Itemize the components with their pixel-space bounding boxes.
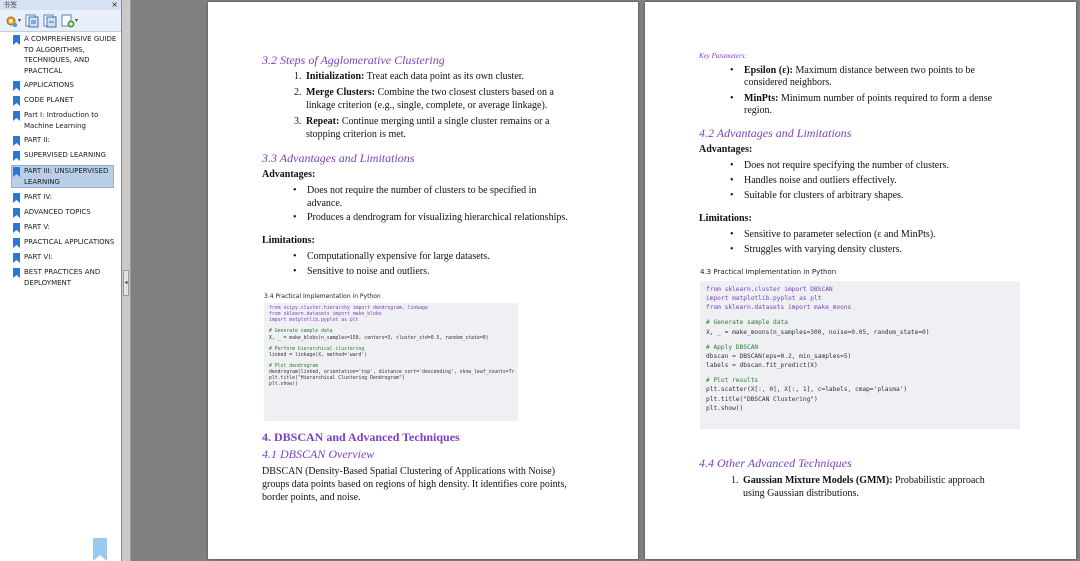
section-heading: 4.4 Other Advanced Techniques [699, 456, 852, 470]
code-line: plt.show() [269, 382, 298, 388]
bookmark-label: SUPERVISED LEARNING [24, 151, 106, 159]
subheading: Advantages: [262, 169, 316, 180]
bookmark-item[interactable] [0, 135, 121, 146]
code-line: plt.scatter(X[:, 0], X[:, 1], c=labels, cmap='plasma') [706, 386, 908, 394]
key-parameters-label: Key Parameters: [699, 52, 747, 60]
bookmark-item[interactable] [0, 80, 121, 91]
list-item-continued: linkage criterion (e.g., single, complete, or average linkage). [306, 100, 548, 111]
options-gear-icon[interactable] [3, 13, 18, 28]
bookmark-icon [13, 223, 20, 233]
bullet-item-continued: advance. [307, 198, 343, 209]
bookmark-item[interactable] [0, 267, 121, 288]
bookmark-item[interactable] [0, 95, 121, 106]
section-heading: 3.2 Steps of Agglomerative Clustering [262, 53, 445, 67]
bookmark-item[interactable] [0, 34, 121, 76]
bookmark-icon [13, 208, 20, 218]
bookmark-item[interactable] [0, 110, 121, 131]
bullet-item: • Produces a dendrogram for visualizing hierarchical relationships. [307, 211, 568, 224]
list-item-continued: using Gaussian distributions. [743, 488, 859, 499]
list-number: 1. [294, 71, 302, 82]
list-item: Repeat: Continue merging until a single cluster remains or a [306, 116, 550, 127]
list-number: 1. [731, 475, 739, 486]
bookmark-icon [13, 111, 20, 121]
bookmark-label: PART VI: [24, 253, 53, 261]
bullet-item: • Does not require the number of clusters to be specified in [307, 184, 536, 197]
close-icon[interactable]: × [111, 0, 118, 9]
list-item-continued: stopping criterion is met. [306, 129, 406, 140]
subheading: Limitations: [262, 235, 315, 246]
chevron-down-icon[interactable]: ▾ [75, 17, 79, 24]
list-number: 2. [294, 87, 302, 98]
code-line: plt.title("DBSCAN Clustering") [706, 395, 818, 403]
bullet-item: • Sensitive to parameter selection (ε and MinPts). [744, 228, 936, 241]
bullet-item-continued: region. [744, 105, 773, 116]
bookmark-item[interactable] [0, 252, 121, 263]
bookmark-item[interactable] [11, 165, 114, 188]
code-line: linked = linkage(X, method='ward') [269, 352, 368, 358]
code-line: from scipy.cluster.hierarchy import dendrogram, linkage [269, 306, 428, 311]
bookmark-label: Part I: Introduction to Machine Learning [24, 111, 99, 130]
bookmark-ribbon-icon [92, 538, 108, 561]
bookmark-icon [13, 238, 20, 248]
bullet-item: • Suitable for clusters of arbitrary shapes. [744, 189, 903, 202]
code-line: # Generate sample data [269, 329, 333, 335]
bookmark-icon [13, 253, 20, 263]
bookmark-item[interactable] [0, 192, 121, 203]
bullet-item: • Computationally expensive for large datasets. [307, 250, 490, 263]
bullet-item: • Handles noise and outliers effectively. [744, 174, 897, 187]
panel-splitter[interactable] [122, 0, 131, 561]
list-number: 3. [294, 116, 302, 127]
bookmark-icon [13, 151, 20, 161]
code-line: plt.show() [706, 404, 744, 412]
bookmarks-panel-title: 书签 [3, 1, 17, 9]
bookmarks-toolbar [0, 10, 121, 32]
bookmark-label: PRACTICAL APPLICATIONS [24, 238, 115, 246]
bookmark-label: PART III: UNSUPERVISED LEARNING [24, 167, 109, 186]
chevron-down-icon[interactable]: ▾ [18, 17, 22, 24]
bookmark-label: CODE PLANET [24, 96, 74, 104]
bookmark-icon [13, 81, 20, 91]
expand-bookmarks-icon[interactable] [24, 13, 39, 28]
collapse-bookmarks-icon[interactable] [42, 13, 57, 28]
code-line: X, _ = make_moons(n_samples=300, noise=0.05, random_state=0) [706, 328, 930, 336]
code-line: # Perform hierarchical clustering [269, 346, 365, 352]
list-item: Merge Clusters: Combine the two closest clusters based on a [306, 87, 554, 98]
bullet-item: • Struggles with varying density clusters. [744, 243, 902, 256]
section-heading: 4.1 DBSCAN Overview [262, 447, 375, 461]
code-line: X, _ = make_blobs(n_samples=150, centers=3, cluster_std=0.5, random_state=0) [269, 335, 489, 341]
bookmarks-panel [0, 0, 122, 561]
section-heading: 3.3 Advantages and Limitations [262, 151, 415, 165]
bullet-item-continued: considered neighbors. [744, 77, 832, 88]
bookmarks-panel-header [0, 0, 121, 10]
add-bookmark-icon[interactable] [60, 13, 75, 28]
bookmark-item[interactable] [0, 207, 121, 218]
subheading: Advantages: [699, 144, 753, 155]
bookmark-item[interactable] [0, 222, 121, 233]
bookmark-label: ADVANCED TOPICS [24, 208, 91, 216]
code-block [700, 281, 1020, 429]
paragraph-line: DBSCAN (Density-Based Spatial Clustering of Applications with Noise) [262, 466, 556, 477]
bookmark-list [0, 34, 121, 292]
chapter-heading: 4. DBSCAN and Advanced Techniques [262, 430, 460, 444]
code-line: import matplotlib.pyplot as plt [706, 295, 822, 303]
code-caption: 3.4 Practical Implementation in Python [264, 293, 381, 300]
paragraph-line: border points, and noise. [262, 492, 361, 503]
bookmark-label: A COMPREHENSIVE GUIDE TO ALGORITHMS, TECHNIQUES, AND PRACTICAL [24, 35, 117, 75]
code-line: # Apply DBSCAN [706, 343, 759, 351]
code-line: import matplotlib.pyplot as plt [269, 318, 359, 324]
bookmark-icon [13, 268, 20, 278]
list-item: Initialization: Treat each data point as its own cluster. [306, 71, 525, 82]
bookmark-item[interactable] [0, 237, 121, 248]
bookmark-label: PART V: [24, 223, 50, 231]
code-line: dbscan = DBSCAN(eps=0.2, min_samples=5) [706, 352, 852, 360]
code-line: # Plot results [706, 377, 759, 385]
code-line: plt.title("Hierarchical Clustering Dendrogram") [269, 376, 405, 382]
subheading: Limitations: [699, 213, 752, 224]
code-line: # Plot dendrogram [269, 363, 319, 369]
pdf-page-left [208, 2, 638, 559]
collapse-panel-handle[interactable]: ◂ [123, 270, 129, 296]
bookmark-icon [13, 35, 20, 45]
bookmark-label: PART IV: [24, 193, 53, 201]
bookmark-icon [13, 96, 20, 106]
bookmark-icon [13, 167, 20, 177]
bookmark-label: PART II: [24, 136, 50, 144]
paragraph-line: groups data points based on regions of high density. It identifies core points, [262, 479, 567, 490]
code-line: labels = dbscan.fit_predict(X) [706, 362, 818, 370]
bookmark-icon [13, 193, 20, 203]
code-line: # Generate sample data [706, 319, 788, 327]
code-line: dendrogram(linked, orientation='top', distance_sort='descending', show_leaf_counts=Tr [269, 370, 515, 376]
section-heading: 4.2 Advantages and Limitations [699, 126, 852, 140]
bookmark-label: APPLICATIONS [24, 81, 74, 89]
pdf-page-right [645, 2, 1076, 559]
code-caption: 4.3 Practical Implementation in Python [700, 268, 837, 276]
code-line: from sklearn.datasets import make_blobs [269, 312, 382, 318]
code-line: from sklearn.datasets import make_moons [706, 304, 852, 312]
bookmark-label: BEST PRACTICES AND DEPLOYMENT [24, 268, 101, 287]
code-line: from sklearn.cluster import DBSCAN [706, 286, 833, 293]
bullet-item: • MinPts: Minimum number of points required to form a dense [744, 92, 992, 105]
code-block [264, 303, 518, 421]
list-item: Gaussian Mixture Models (GMM): Probabilistic approach [743, 475, 985, 486]
bookmark-item[interactable] [0, 150, 121, 161]
bullet-item: • Epsilon (ε): Maximum distance between two points to be [744, 64, 975, 77]
bullet-item: • Does not require specifying the number of clusters. [744, 159, 949, 172]
bullet-item: • Sensitive to noise and outliers. [307, 265, 430, 278]
bookmark-icon [13, 136, 20, 146]
